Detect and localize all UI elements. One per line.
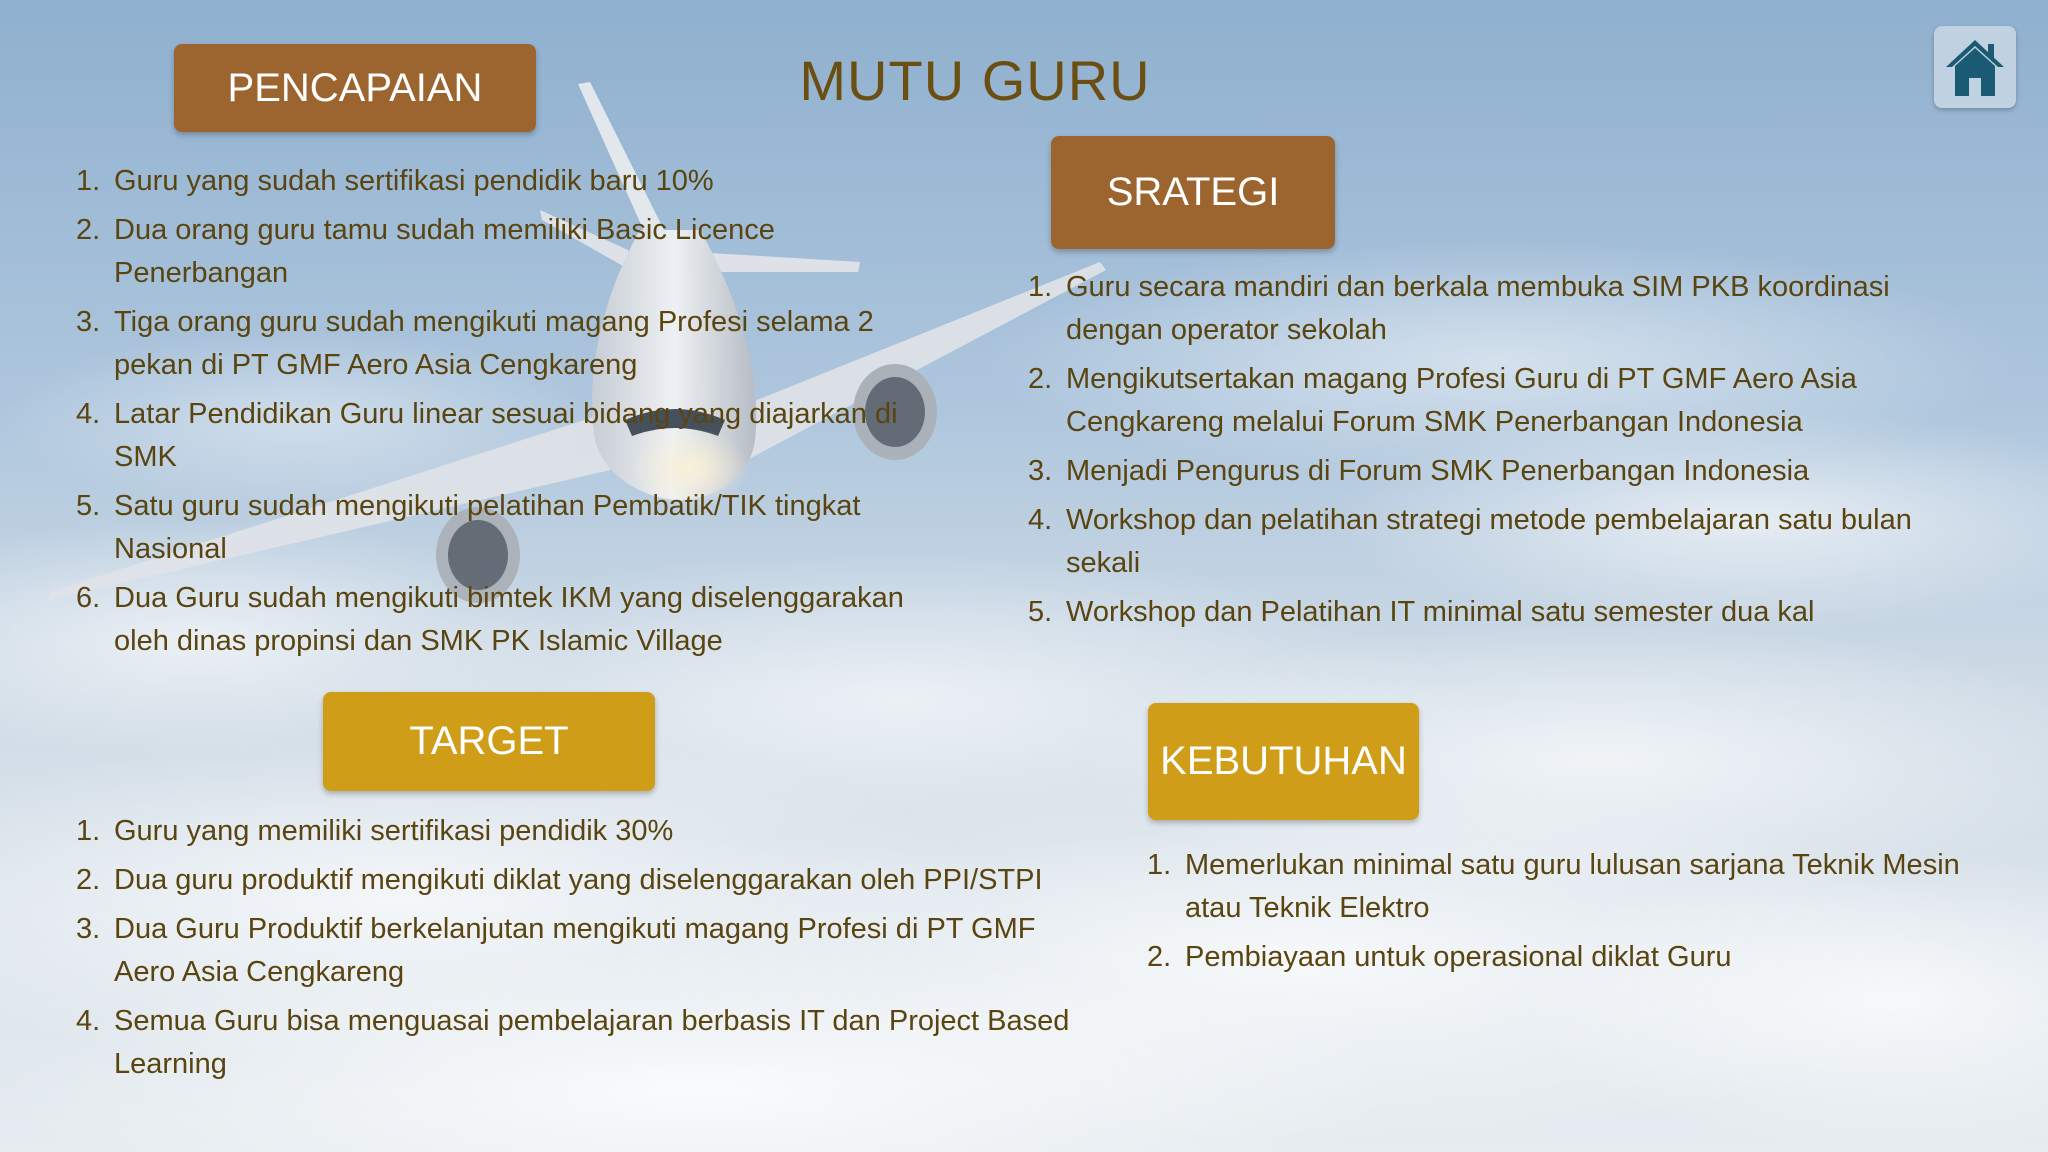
item-number: 5.: [76, 490, 101, 522]
list-item: [1147, 936, 1987, 979]
item-number: 3.: [1028, 455, 1053, 487]
home-button[interactable]: [1934, 26, 2016, 108]
item-number: 4.: [76, 1005, 101, 1037]
item-number: 6.: [76, 582, 101, 614]
list-item: [76, 1000, 1096, 1086]
list-item: [1028, 499, 1988, 585]
item-number: 2.: [76, 864, 101, 896]
item-number: 4.: [1028, 504, 1053, 536]
item-text: Semua Guru bisa menguasai pembelajaran berbasis IT dan Project Based Learning: [114, 1005, 1070, 1080]
list-item: [76, 209, 946, 295]
kebutuhan-label: KEBUTUHAN: [1148, 703, 1419, 820]
list-item: [1028, 358, 1988, 444]
item-text: Menjadi Pengurus di Forum SMK Penerbangan Indonesia: [1066, 455, 1810, 487]
item-number: 2.: [76, 214, 101, 246]
list-item: [76, 485, 946, 571]
list-item: [1028, 266, 1988, 352]
list-item: [1028, 450, 1988, 493]
pencapaian-list: [76, 160, 946, 669]
item-text: Dua orang guru tamu sudah memiliki Basic Licence Penerbangan: [114, 214, 775, 289]
item-text: Dua Guru sudah mengikuti bimtek IKM yang diselenggarakan oleh dinas propinsi dan SMK PK Islamic Village: [114, 582, 904, 657]
list-item: [76, 908, 1096, 994]
list-item: [76, 810, 1096, 853]
item-number: 2.: [1147, 941, 1172, 973]
item-number: 1.: [1028, 271, 1053, 303]
item-number: 5.: [1028, 596, 1053, 628]
item-text: Dua guru produktif mengikuti diklat yang diselenggarakan oleh PPI/STPI: [114, 864, 1043, 896]
list-item: [76, 577, 946, 663]
list-item: [1028, 591, 1988, 634]
strategi-label: SRATEGI: [1051, 136, 1335, 249]
item-text: Workshop dan pelatihan strategi metode pembelajaran satu bulan sekali: [1066, 504, 1912, 579]
item-number: 1.: [1147, 849, 1172, 881]
item-text: Pembiayaan untuk operasional diklat Guru: [1185, 941, 1732, 973]
list-item: [76, 301, 946, 387]
pencapaian-label: PENCAPAIAN: [174, 44, 536, 132]
item-text: Latar Pendidikan Guru linear sesuai bidang yang diajarkan di SMK: [114, 398, 898, 473]
page-title: MUTU GURU: [799, 49, 1151, 112]
strategi-list: [1028, 266, 1988, 640]
item-number: 3.: [76, 306, 101, 338]
target-label: TARGET: [323, 692, 655, 791]
item-number: 2.: [1028, 363, 1053, 395]
item-text: Guru yang sudah sertifikasi pendidik baru 10%: [114, 165, 714, 197]
item-number: 1.: [76, 165, 101, 197]
list-item: [76, 859, 1096, 902]
item-number: 1.: [76, 815, 101, 847]
item-text: Memerlukan minimal satu guru lulusan sarjana Teknik Mesin atau Teknik Elektro: [1185, 849, 1960, 924]
item-text: Workshop dan Pelatihan IT minimal satu semester dua kal: [1066, 596, 1815, 628]
item-number: 3.: [76, 913, 101, 945]
list-item: [76, 393, 946, 479]
item-number: 4.: [76, 398, 101, 430]
home-icon: [1942, 34, 2008, 100]
target-list: [76, 810, 1096, 1092]
list-item: [1147, 844, 1987, 930]
item-text: Satu guru sudah mengikuti pelatihan Pembatik/TIK tingkat Nasional: [114, 490, 861, 565]
list-item: [76, 160, 946, 203]
kebutuhan-list: [1147, 844, 1987, 985]
item-text: Tiga orang guru sudah mengikuti magang Profesi selama 2 pekan di PT GMF Aero Asia Cengkareng: [114, 306, 874, 381]
item-text: Dua Guru Produktif berkelanjutan mengikuti magang Profesi di PT GMF Aero Asia Cengkareng: [114, 913, 1036, 988]
item-text: Mengikutsertakan magang Profesi Guru di PT GMF Aero Asia Cengkareng melalui Forum SMK Penerbangan Indonesia: [1066, 363, 1857, 438]
item-text: Guru yang memiliki sertifikasi pendidik 30%: [114, 815, 674, 847]
item-text: Guru secara mandiri dan berkala membuka SIM PKB koordinasi dengan operator sekolah: [1066, 271, 1890, 346]
